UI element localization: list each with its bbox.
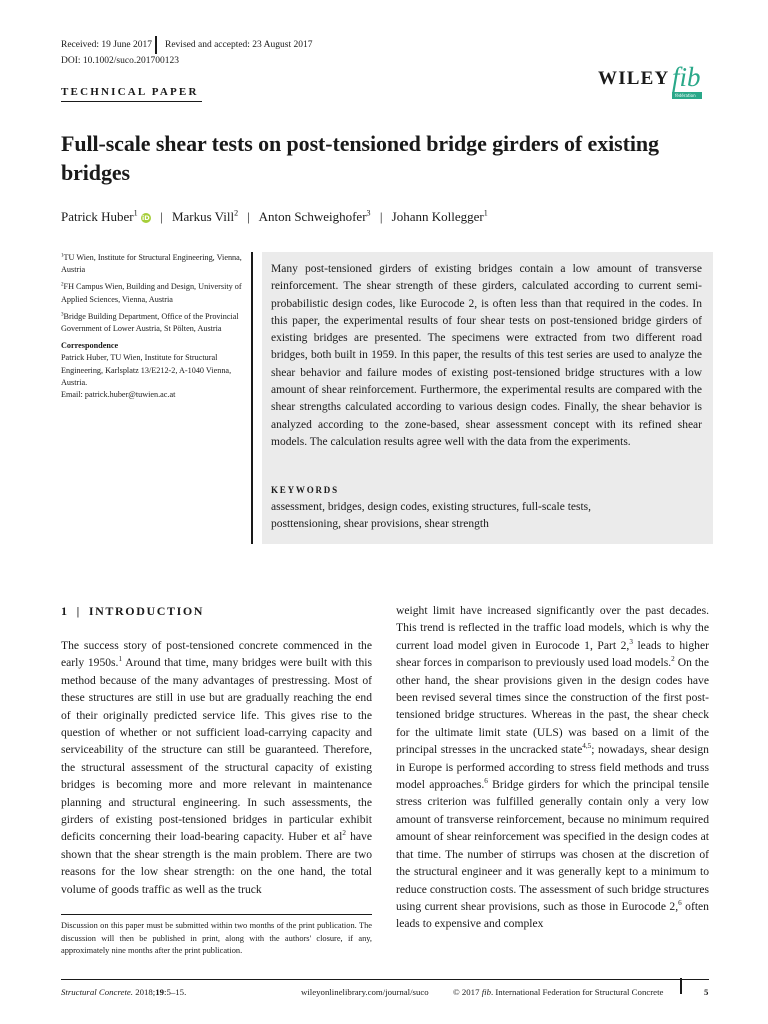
footnote-rule <box>61 914 372 915</box>
abstract-box <box>262 252 713 544</box>
affiliation-2: $^2$FH Campus Wien, Building and Design, University of Applied Sciences, Vienna, Austria <box>61 281 242 304</box>
paper-type: TECHNICAL PAPER <box>61 86 199 98</box>
affiliation-1: $^1$TU Wien, Institute for Structural Engineering, Vienna, Austria <box>61 252 242 275</box>
footer-rule <box>61 979 709 980</box>
paper-title: Full-scale shear tests on post-tensioned bridge girders of existing bridges <box>61 131 659 185</box>
author-name[interactable]: Anton Schweighofer <box>258 209 367 224</box>
section-heading: 1 | INTRODUCTION <box>61 604 205 618</box>
author-name[interactable]: Patrick Huber <box>61 209 134 224</box>
page-number: 5 <box>704 987 709 997</box>
header-divider <box>155 36 157 54</box>
abstract-text: Many post-tensioned girders of existing bridges contain a low amount of transverse reinforcement. The shear strength of these girders, calculated according to current semi-probabilistic design codes, like Eurocode 2, is often less than that required in the codes. In this paper, the experimental results of four shear tests on post-tensioned bridge girders of existing bridges are presented. The specimens were extracted from two different road bridges, both built in 1959. In this paper, the results of this test series are used to analyze the shear behavior and failure modes of existing post-tensioned bridge structures with a low amount of shear reinforcement. Furthermore, the experimental results are compared with the shear strengths calculated according to various design codes. Finally, the shear behavior is analyzed according to the zone-based, shear assessment concept with its refined shear models. The calculation results agree well with the data from the experiments. <box>271 263 702 448</box>
paper-type-underline <box>61 101 202 102</box>
author-name[interactable]: Markus Vill <box>171 209 235 224</box>
keywords: assessment, bridges, design codes, existing structures, full-scale tests, posttensioning, shear provisions, shear strength <box>271 501 592 531</box>
page-number-divider <box>680 978 682 994</box>
affiliations <box>61 252 244 401</box>
author-list: Patrick Huber$^1$ iD | Markus Vill$^2$ | Anton Schweighofer$^3$ | Johann Kollegger$^1$ <box>61 208 488 224</box>
intro-right-column: weight limit have increased significantly over the past decades. This trend is reflected in the traffic load models, which is why the current load model given in Eurocode 1, Part 2,$^3$ leads to higher shear forces in comparison to previously used load models.$^2$ On the other hand, the shear provisions given in the design codes have been revised several times since the construction of the first post-tensioned bridge structures. Whereas in the past, the shear check for the ultimate limit state (ULS) was based on a limit of the principal stresses in the uncracked state$^{4,5}$; nowadays, shear design in Europe is performed according to stress field methods and truss model approaches.$^6$ Bridge girders for which the principal tensile stress criterion was fulfilled generally contain only a very low amount of transverse reinforcement, because no minimum required amount of shear reinforcement was specified in the design codes at that time. The number of stirrups was chosen at the discretion of the structural engineer and it was generally kept to a minimum to reduce construction costs. The assessment of such bridge structures using current shear provisions, such as those in Eurocode 2,$^6$ often leads to expensive and complex <box>396 604 709 931</box>
author-separator: | <box>247 209 251 224</box>
fib-logo: fib fédération <box>672 62 701 98</box>
correspondence-address: Patrick Huber, TU Wien, Institute for Structural Engineering, Karlsplatz 13/E212-2, A-1040 Vienna, Austria. <box>61 353 232 387</box>
received-date: Received: 19 June 2017 <box>61 40 153 50</box>
correspondence-email[interactable]: Email: patrick.huber@tuwien.ac.at <box>61 390 176 400</box>
keywords-heading: KEYWORDS <box>271 485 339 495</box>
publisher-logo <box>598 68 669 90</box>
orcid-icon[interactable]: iD <box>142 214 150 222</box>
author-name[interactable]: Johann Kollegger <box>391 209 484 224</box>
journal-citation: Structural Concrete. 2018;19:5–15. <box>61 987 187 997</box>
intro-left-column: The success story of post-tensioned concrete commenced in the early 1950s.$^1$ Around that time, many bridges were built with this method because of the many advantages of prestressing. Most of these structures are still in use but are gradually reaching the end of their originally predicted service life. This gives rise to the question of whether or not sufficient load-carrying capacity and serviceability of the structure can still be guaranteed. Therefore, the structural assessment of the structural capacity of existing bridges is becoming more and more relevant in maintenance planning and structural engineering. In such assessments, the girders of existing post-tensioned bridges in particular exhibit deficits concerning their load-bearing capacity. Huber et $al^2$ have shown that the shear strength is the main problem. There are two reasons for the low shear strength: on the one hand, the total volume of goods traffic as well as the truck <box>61 639 372 896</box>
wiley-logo: WILEY <box>598 68 670 89</box>
author-separator: | <box>160 209 163 224</box>
doi[interactable]: DOI: 10.1002/suco.201700123 <box>61 56 179 66</box>
fib-logo-bar: fédération <box>672 92 702 99</box>
revised-date: Revised and accepted: 23 August 2017 <box>165 40 313 50</box>
abstract-rule <box>251 252 253 544</box>
copyright: © 2017 fib. International Federation for Structural Concrete <box>453 987 664 997</box>
author-separator: | <box>379 209 383 224</box>
correspondence-heading: Correspondence <box>61 341 119 351</box>
affiliation-3: $^3$Bridge Building Department, Office of the Provincial Government of Lower Austria, St Pölten, Austria <box>61 311 239 334</box>
footnote: Discussion on this paper must be submitted within two months of the print publication. The discussion will then be published in print, along with the authors' closure, if any, approximately nine months after the print publication. <box>61 921 372 955</box>
journal-url[interactable]: wileyonlinelibrary.com/journal/suco <box>301 987 429 997</box>
